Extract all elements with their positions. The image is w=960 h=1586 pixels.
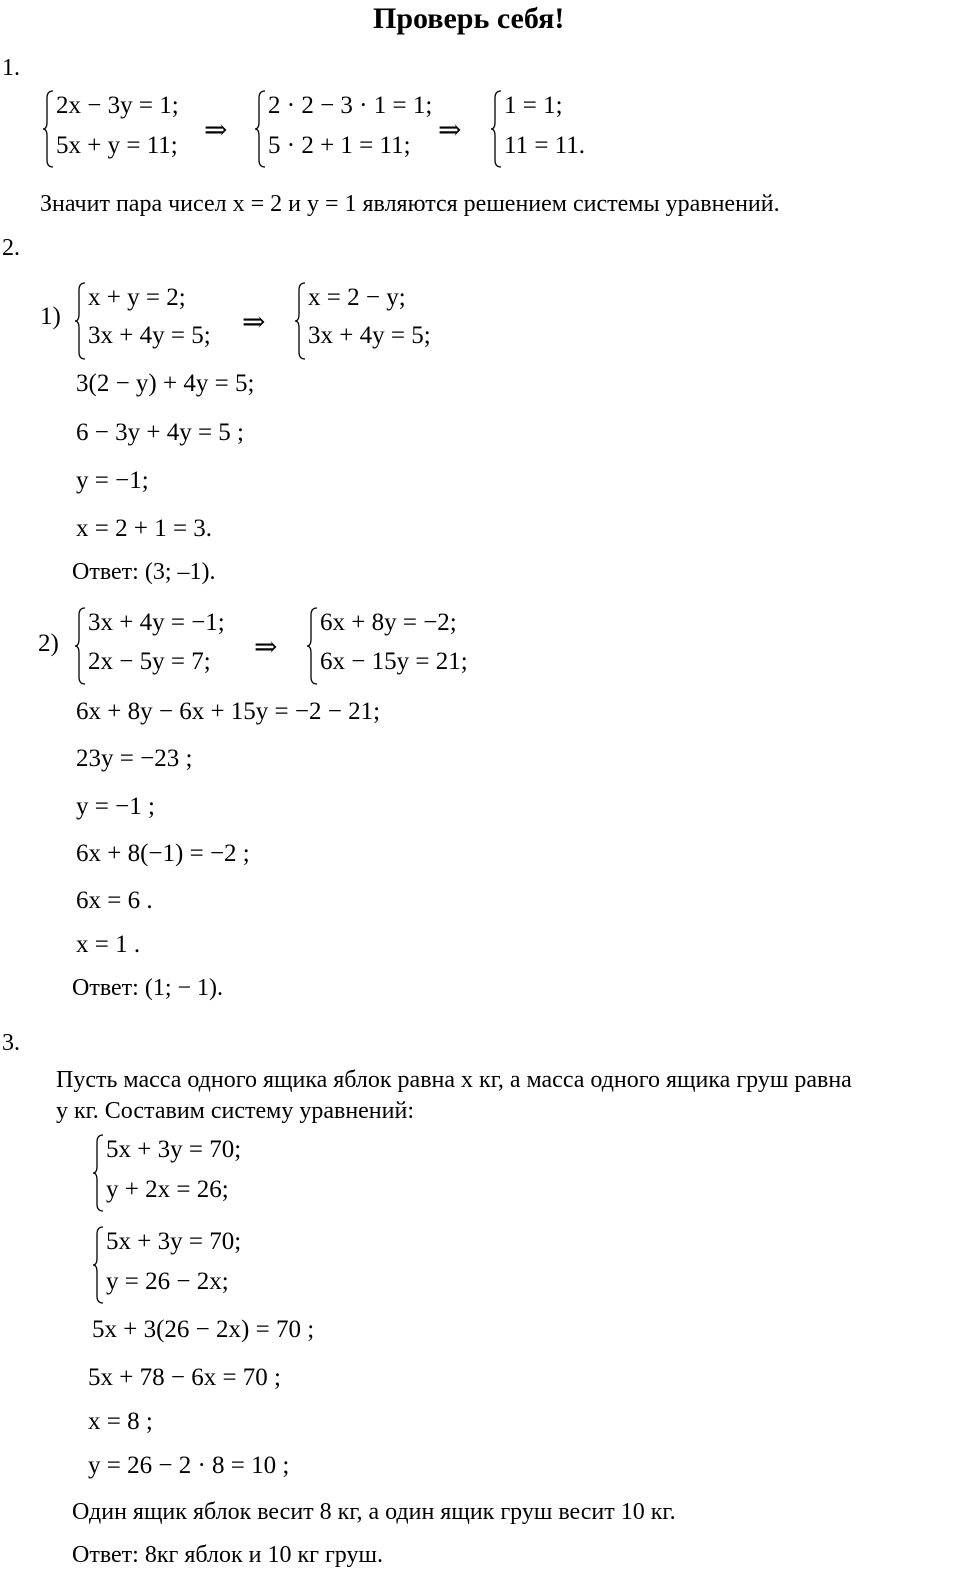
task-2-part-2-system-a: [74, 607, 254, 685]
solution-step: x = 1 .: [76, 931, 141, 958]
equation: 5x + 3y = 70;: [106, 1136, 242, 1163]
implies-arrow: ⇒: [438, 115, 462, 146]
part-2-label: 2): [38, 630, 59, 657]
solution-step: y = −1;: [76, 467, 149, 494]
equation: 6x − 15y = 21;: [320, 648, 468, 675]
equation: 2 · 2 − 3 · 1 = 1;: [268, 92, 433, 119]
equation: y = 26 − 2x;: [106, 1268, 229, 1295]
brace-icon: [74, 607, 86, 685]
solution-step: x = 2 + 1 = 3.: [76, 515, 213, 542]
task-1-conclusion: Значит пара чисел x = 2 и y = 1 являются решением системы уравнений.: [40, 191, 780, 217]
solution-step: 5x + 3(26 − 2x) = 70 ;: [92, 1316, 315, 1343]
equation: x = 2 − y;: [308, 284, 406, 311]
equation: 3x + 4y = −1;: [88, 609, 225, 636]
solution-step: 23y = −23 ;: [76, 745, 193, 772]
task-2-part-2-system-b: [306, 607, 486, 685]
task-3-system-b: [92, 1226, 262, 1304]
equation: 1 = 1;: [504, 92, 563, 119]
brace-icon: [92, 1226, 104, 1304]
equation: 5x + 3y = 70;: [106, 1228, 242, 1255]
equation: 11 = 11.: [504, 132, 585, 159]
brace-icon: [490, 90, 502, 168]
brace-icon: [92, 1134, 104, 1212]
equation: 2x − 5y = 7;: [88, 648, 211, 675]
solution-step: y = −1 ;: [76, 793, 155, 820]
page-title: Проверь себя!: [373, 2, 565, 35]
brace-icon: [254, 90, 266, 168]
part-1-label: 1): [40, 303, 61, 330]
task-1-system-b: [254, 90, 433, 168]
implies-arrow: ⇒: [204, 115, 228, 146]
brace-icon: [42, 90, 54, 168]
part-1-answer: Ответ: (3; –1).: [72, 559, 216, 585]
solution-step: 6x + 8y − 6x + 15y = −2 − 21;: [76, 698, 381, 725]
brace-icon: [74, 282, 86, 360]
task-1-number: 1.: [2, 55, 20, 81]
equation: 3x + 4y = 5;: [308, 322, 431, 349]
solution-step: 6 − 3y + 4y = 5 ;: [76, 419, 244, 446]
solution-step: y = 26 − 2 · 8 = 10 ;: [88, 1452, 290, 1479]
equation: x + y = 2;: [88, 284, 186, 311]
part-2-answer: Ответ: (1; − 1).: [72, 975, 224, 1001]
equation: 3x + 4y = 5;: [88, 322, 211, 349]
implies-arrow: ⇒: [242, 307, 266, 338]
task-3-result: Один ящик яблок весит 8 кг, а один ящик груш весит 10 кг.: [72, 1499, 676, 1525]
solution-step: x = 8 ;: [88, 1408, 153, 1435]
implies-arrow: ⇒: [254, 632, 278, 663]
task-3-number: 3.: [2, 1030, 20, 1056]
task-2-part-1-system-b: [294, 282, 454, 360]
solution-step: 6x + 8(−1) = −2 ;: [76, 840, 250, 867]
task-1-system-a: [42, 90, 212, 168]
solution-step: 5x + 78 − 6x = 70 ;: [88, 1364, 281, 1391]
task-3-system-a: [92, 1134, 262, 1212]
solution-step: 3(2 − y) + 4y = 5;: [76, 370, 255, 397]
equation: 5x + y = 11;: [56, 132, 178, 159]
equation: 6x + 8y = −2;: [320, 609, 457, 636]
task-2-number: 2.: [2, 235, 20, 261]
task-2-part-1-system-a: [74, 282, 234, 360]
task-3-intro-line-1: Пусть масса одного ящика яблок равна x кг, а масса одного ящика груш равна: [56, 1067, 852, 1093]
equation: y + 2x = 26;: [106, 1176, 229, 1203]
brace-icon: [294, 282, 306, 360]
brace-icon: [306, 607, 318, 685]
equation: 5 · 2 + 1 = 11;: [268, 132, 411, 159]
task-3-intro-line-2: y кг. Составим систему уравнений:: [56, 1098, 415, 1124]
task-1-system-c: [490, 90, 600, 168]
task-3-answer: Ответ: 8кг яблок и 10 кг груш.: [72, 1542, 383, 1568]
solution-step: 6x = 6 .: [76, 887, 153, 914]
equation: 2x − 3y = 1;: [56, 92, 179, 119]
